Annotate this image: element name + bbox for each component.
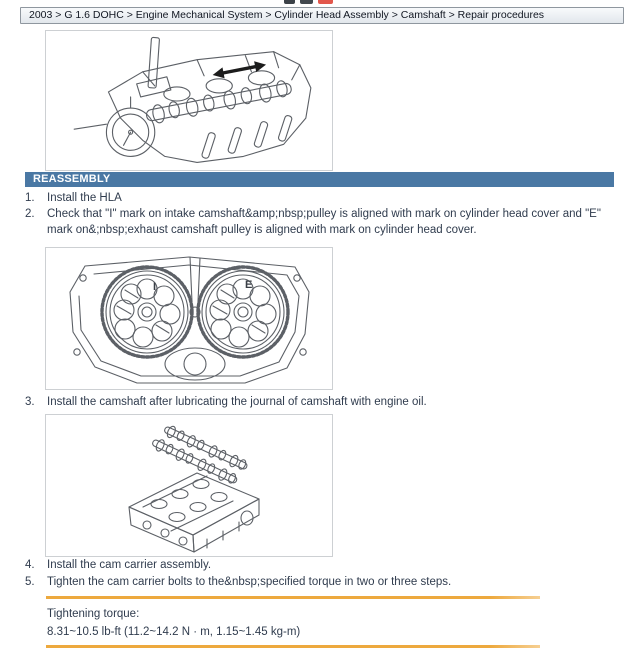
- torque-note-bottom-rule: [46, 645, 540, 648]
- end-play-arrow-icon: [212, 59, 267, 80]
- logo-fragment-red-mark: [318, 0, 333, 4]
- step-item-3: [25, 394, 617, 410]
- step-number: 2.: [25, 208, 35, 220]
- breadcrumb: 2003 > G 1.6 DOHC > Engine Mechanical System > Cylinder Head Assembly > Camshaft > Repair procedures: [20, 7, 624, 24]
- step-text: Install the cam carrier assembly.: [47, 559, 212, 571]
- step-text: Install the HLA: [47, 192, 122, 204]
- step-number: 5.: [25, 576, 35, 588]
- logo-fragment-letter: [300, 0, 313, 4]
- logo-fragment-letter: [284, 0, 295, 4]
- pulley-timing-marks-drawing: [46, 248, 332, 389]
- figure-pulley-timing-marks: [45, 247, 333, 390]
- figure-camshaft-install: [45, 414, 333, 557]
- camshaft-install-drawing: [46, 415, 332, 556]
- step-number: 1.: [25, 192, 35, 204]
- torque-label: Tightening torque:: [47, 608, 140, 620]
- exhaust-mark-label: E: [245, 279, 253, 291]
- step-item-5: [25, 574, 617, 590]
- intake-mark-label: I: [153, 281, 157, 293]
- step-item-1: [25, 190, 617, 206]
- figure-camshaft-endplay: [45, 30, 333, 171]
- step-text: Check that "I" mark on intake camshaft&amp;nbsp;pulley is aligned with mark on cylinder head cover and "E" mark on&;nbsp;exhaust camshaft pulley is aligned with mark on cylinder head cover.: [47, 208, 601, 236]
- step-number: 3.: [25, 396, 35, 408]
- camshaft-endplay-drawing: [46, 31, 332, 170]
- step-item-2: [25, 206, 617, 238]
- step-text: Install the camshaft after lubricating the journal of camshaft with engine oil.: [47, 396, 427, 408]
- step-item-4: [25, 557, 617, 573]
- torque-note-top-rule: [46, 596, 540, 599]
- torque-value: 8.31~10.5 lb-ft (11.2~14.2 N · m, 1.15~1.45 kg-m): [47, 626, 301, 638]
- logo-fragment: [284, 0, 333, 4]
- section-header-reassembly: REASSEMBLY: [25, 172, 614, 187]
- step-text: Tighten the cam carrier bolts to the&nbsp;specified torque in two or three steps.: [47, 576, 452, 588]
- step-number: 4.: [25, 559, 35, 571]
